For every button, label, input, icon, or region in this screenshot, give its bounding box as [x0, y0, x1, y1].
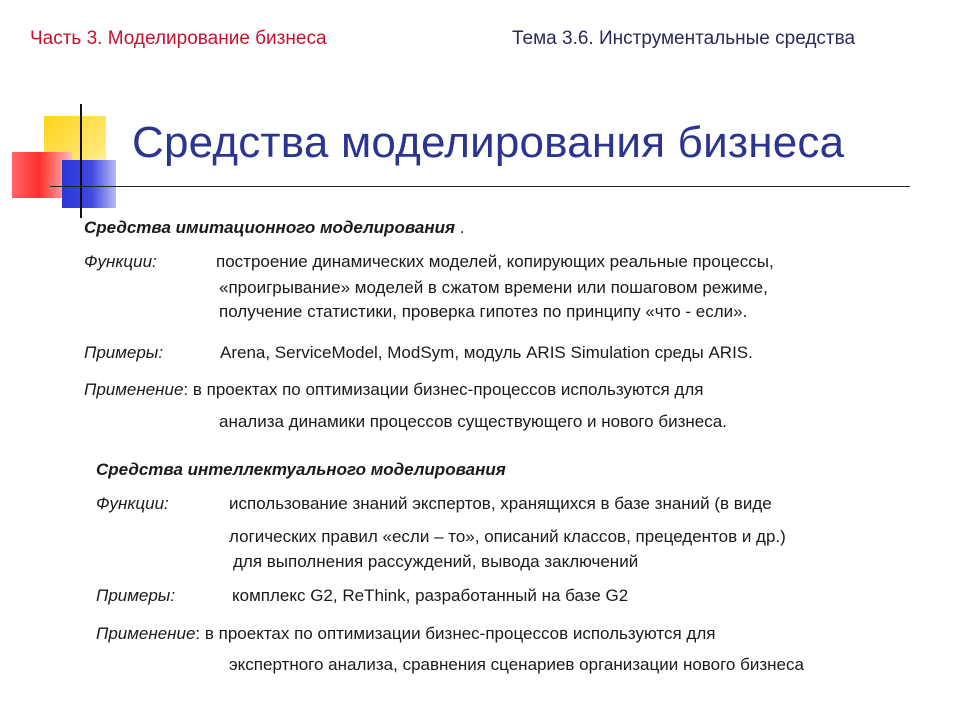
title-underline	[50, 186, 910, 187]
section1-application-line: Применение: в проектах по оптимизации бизнес-процессов используются для	[84, 380, 704, 399]
section2-functions-line: для выполнения рассуждений, вывода заключений	[233, 552, 639, 571]
section1-application-line: анализа динамики процессов существующего и нового бизнеса.	[219, 412, 727, 431]
section1-examples-label: Примеры:	[84, 343, 164, 362]
section2-application-line: Применение: в проектах по оптимизации бизнес-процессов используются для	[96, 624, 716, 643]
section2-functions-line: логических правил «если – то», описаний классов, прецедентов и др.)	[229, 527, 786, 546]
section1-functions-line: «проигрывание» моделей в сжатом времени или пошаговом режиме,	[219, 278, 768, 297]
section2-functions-line: использование знаний экспертов, хранящихся в базе знаний (в виде	[229, 494, 772, 513]
section1-examples-text: Arena, ServiceModel, ModSym, модуль ARIS Simulation среды ARIS.	[220, 343, 753, 362]
slide-title: Средства моделирования бизнеса	[132, 118, 845, 167]
decorative-logo	[0, 0, 140, 230]
section2-application-line: экспертного анализа, сравнения сценариев организации нового бизнеса	[229, 655, 804, 674]
section2-examples-label: Примеры:	[96, 586, 176, 605]
section1-functions-line: построение динамических моделей, копирующих реальные процессы,	[216, 252, 774, 271]
vertical-rule	[80, 104, 82, 218]
section1-functions-label: Функции:	[84, 252, 157, 271]
part-header: Часть 3. Моделирование бизнеса	[30, 28, 327, 49]
section2-heading: Средства интеллектуального моделирования	[96, 460, 506, 479]
blue-square	[62, 160, 116, 208]
section2-examples-text: комплекс G2, ReThink, разработанный на базе G2	[232, 586, 629, 605]
section2-functions-label: Функции:	[96, 494, 169, 513]
topic-header: Тема 3.6. Инструментальные средства	[512, 28, 856, 49]
section1-heading: Средства имитационного моделирования .	[84, 218, 465, 237]
section1-functions-line: получение статистики, проверка гипотез по принципу «что - если».	[219, 302, 748, 321]
